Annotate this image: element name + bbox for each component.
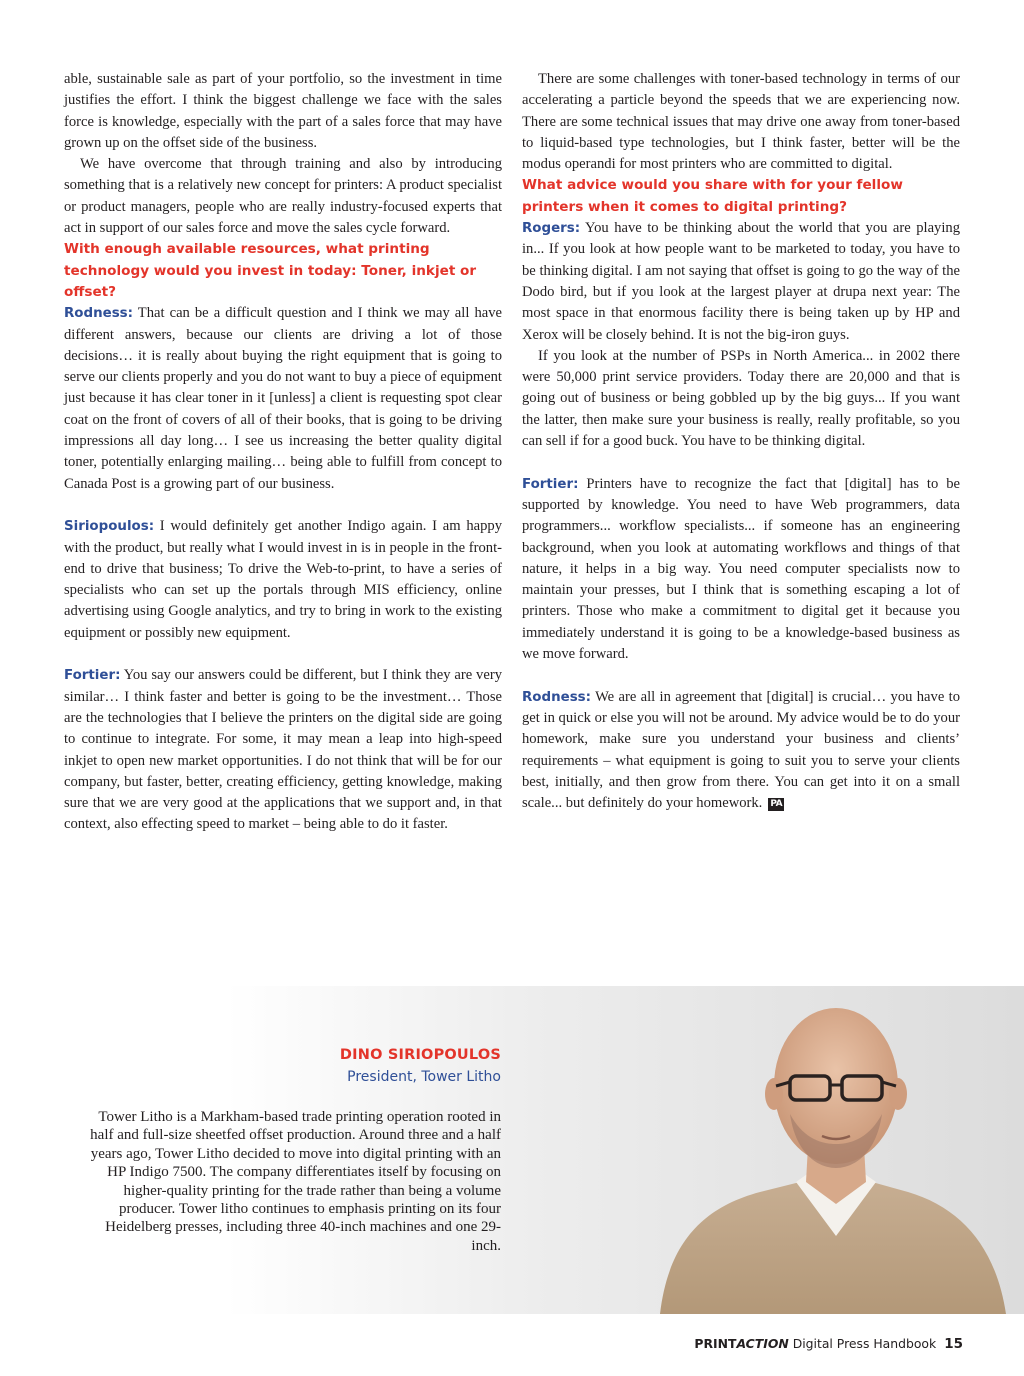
profile-band (0, 986, 1024, 1314)
speaker-name: Siriopoulos: (64, 519, 155, 535)
profile-bio: Tower Litho is a Markham-based trade printing operation rooted in half and full-size sheetfed offset production. Around three and a half years ago, Tower Litho decided to move into digital printing with an HP Indigo 7500. The company differentiates itself by focusing on higher-quality printing for the trade rather than being a volume producer. Tower litho continues to emphasis printing on its four Heidelberg presses, including three 40-inch machines and one 29-inch. (90, 1109, 501, 1254)
profile-name: DINO SIRIOPOULOS (339, 1047, 501, 1063)
end-mark-icon: PA (770, 799, 783, 810)
answer-text: Printers have to recognize the fact that [digital] has to be supported by knowledge. You need to have Web programmers, data programmers... workflow specialists... if someone has an engineering background, when you look at automating workflows and things of that nature, it helps in a big way. You need computer specialists now to maintain your presses, but I think that is something escaping a lot of printers. Those who make a commitment to digital get it because you immediately understand it is going to be a knowledge-based business as we move forward. (522, 475, 960, 663)
brand-action: ACTION (736, 1336, 789, 1351)
portrait-photo (640, 986, 1024, 1314)
page-footer (694, 1336, 963, 1352)
speaker-name: Fortier: (522, 476, 579, 492)
speaker-name: Rogers: (522, 221, 581, 237)
answer-paragraph (64, 303, 502, 495)
body-paragraph: There are some challenges with toner-based technology in terms of our accelerating a particle beyond the speeds that we are experiencing now. There are some technical issues that may drive one away from toner-based to liquid-based type technologies, but I think faster, better will be the modus operandi for most printers who are committed to digital. (522, 71, 960, 173)
answer-text: That can be a difficult question and I think we may all have different answers, because our clients are driving a lot of those decisions… it is really about buying the right equipment that is going to serve our clients properly and you do not want to buy a piece of equipment just because it has clear toner in it [unless] a client is requesting spot clear coat on the front of covers of all of their books, that is going to be driving impressions all day long… I see us increasing the better quality digital toner, potentially enlarging mailing… being able to fulfill from concept to Canada Post is a growing part of our business. (64, 305, 502, 492)
body-paragraph: able, sustainable sale as part of your portfolio, so the investment in time justifies the effort. I think the biggest challenge we face with the sales force is knowledge, especially with the part of a sales force that may have grown up on the offset side of the business. (64, 71, 502, 151)
speaker-name: Rodness: (64, 306, 134, 322)
speaker-name: Fortier: (64, 668, 121, 684)
interview-question: With enough available resources, what printing technology would you invest in today: Toner, inkjet or offset? (64, 241, 477, 300)
answer-paragraph (522, 687, 960, 815)
left-column (64, 69, 502, 836)
answer-paragraph (64, 665, 502, 835)
right-column (522, 69, 960, 814)
speaker-name: Rodness: (522, 689, 592, 705)
profile-title: President, Tower Litho (347, 1069, 501, 1085)
answer-text: You have to be thinking about the world that you are playing in... If you look at how people want to be marketed to today, you have to be thinking digital. I am not saying that offset is going to go the way of the Dodo bird, but if you look at the largest player at drupa next year: The most space in that enormous facility there is being taken up by HP and Xerox will be closely behind. It is not the big-iron guys. (522, 220, 960, 343)
body-paragraph: We have overcome that through training and also by introducing something that is a relatively new concept for printers: A product specialist or product managers, people who are really industry-focused experts that act in support of our sales force and move the sales cycle forward. (64, 156, 502, 237)
answer-text: We are all in agreement that [digital] is crucial… you have to get in quick or else you will not be around. My advice would be to do your homework, make sure you understand your business and clients’ requirements – what equipment is going to suit you to serve your clients best, initially, and then grow from there. You can get into it on a small scale... but definitely do your homework. (522, 688, 960, 812)
body-paragraph: If you look at the number of PSPs in North America... in 2002 there were 50,000 print service providers. Today there are 20,000 and that is going out of business or being gobbled up by the big guys... If you want the latter, then make sure your business is really, really profitable, so you can sell if for a good buck. You have to be thinking digital. (522, 347, 960, 450)
brand-print: PRINT (694, 1336, 737, 1351)
answer-paragraph (522, 474, 960, 666)
answer-text: I would definitely get another Indigo again. I am happy with the product, but really what I would invest in is in people in the front-end to drive that business; To drive the Web-to-print, to have a series of specialists who can set up the portals through MIS efficiency, online advertising using Google analytics, and try to bring in work to the existing equipment or possibly new equipment. (64, 518, 502, 641)
answer-text: You say our answers could be different, but I think they are very similar… I think faster and better is going to be the investment… Those are the technologies that I believe the printers on the digital side are going to continue to integrate. For some, it may mean a leap into high-speed inkjet to open new market opportunities. I do not think that will be for our company, but faster, better, creating efficiency, getting knowledge, making sure that we are very good at the applications that we support and, in that context, also effecting speed to market – being able to do it faster. (64, 667, 502, 833)
publication-name: Digital Press Handbook (788, 1336, 937, 1351)
answer-paragraph (64, 516, 502, 644)
page-number: 15 (944, 1336, 963, 1352)
interview-question: What advice would you share with for your fellow printers when it comes to digital printing? (522, 177, 903, 215)
answer-paragraph (522, 218, 960, 346)
